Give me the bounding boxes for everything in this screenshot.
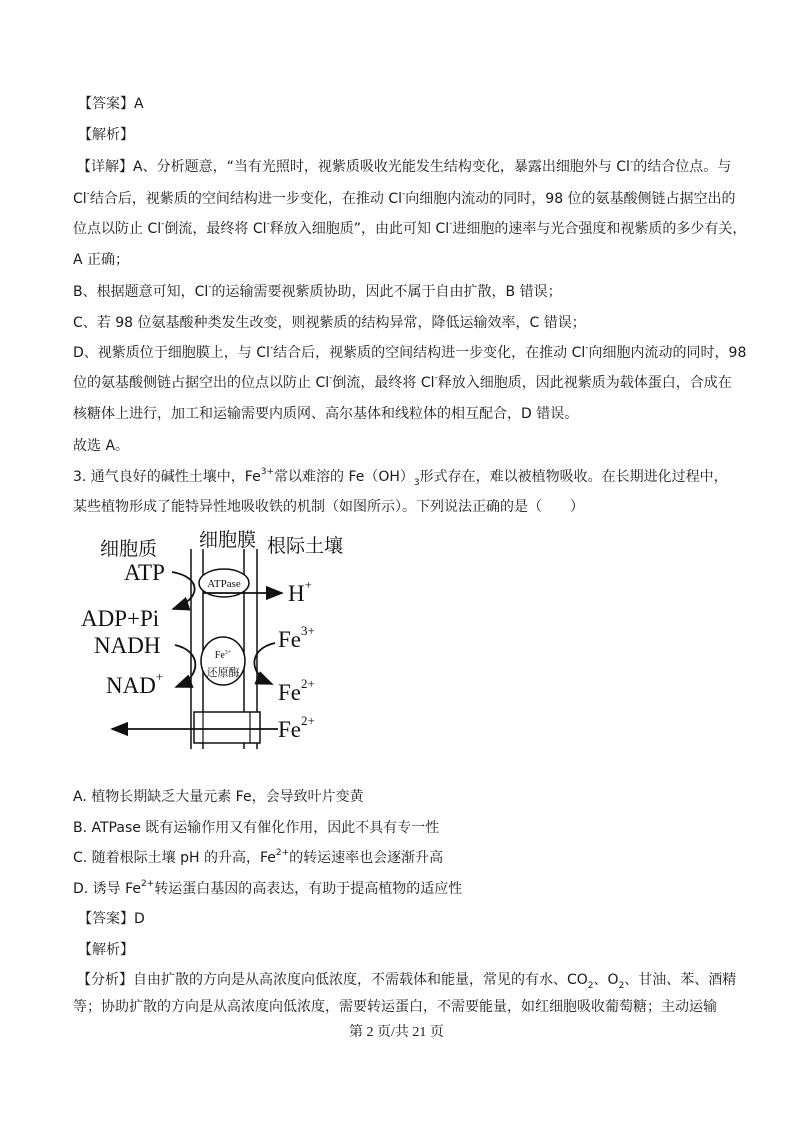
option-b: B. ATPase 既有运输作用又有催化作用，因此不具有专一性 bbox=[73, 820, 440, 836]
fe2-soil-label: $Fe^{2+}$ bbox=[278, 713, 315, 742]
option-a: A. 植物长期缺乏大量元素 Fe，会导致叶片变黄 bbox=[73, 789, 364, 805]
answer-label: 【答案】A bbox=[78, 96, 144, 112]
answer-label-2: 【答案】D bbox=[78, 911, 145, 927]
nad-label: NAD+ bbox=[106, 669, 164, 698]
reductase-name-label: 还原酶 bbox=[206, 666, 240, 679]
nadh-label: NADH bbox=[94, 633, 161, 658]
option-c: C. 随着根际土壤 pH 的升高，$Fe^{2+}$的转运速率也会逐渐升高 bbox=[73, 848, 444, 866]
analysis-tag: 【分析】 bbox=[77, 972, 133, 988]
conclusion: 故选 A。 bbox=[73, 438, 130, 454]
proton-label: H+ bbox=[288, 577, 312, 606]
detail-line-4: A 正确； bbox=[73, 252, 130, 268]
page-footer: 第 2 页/共 21 页 bbox=[349, 1025, 444, 1040]
nadh-to-nad-arrow bbox=[175, 645, 195, 687]
fe2-reduced-label: $Fe^{2+}$ bbox=[278, 676, 315, 705]
option-d-explanation-1: D、视紫质位于细胞膜上，与 Cl-结合后，视紫质的空间结构进一步变化，在推动 Cl-向细胞内流动的同时，98 bbox=[73, 343, 747, 361]
iron-uptake-diagram bbox=[78, 527, 378, 752]
detail-line-3: 位点以防止 Cl-倒流，最终将 Cl-释放入细胞质”，由此可知 Cl-进细胞的速率与光合强度和视紫质的多少有关， bbox=[73, 219, 747, 237]
detail-label: 【详解】 bbox=[77, 159, 133, 175]
option-d-explanation-3: 核糖体上进行，加工和运输需要内质网、高尔基体和线粒体的相互配合，D 错误。 bbox=[73, 406, 579, 422]
adp-label: ADP+Pi bbox=[81, 606, 160, 631]
option-c-explanation: C、若 98 位氨基酸种类发生改变，则视紫质的结构异常，降低运输效率，C 错误； bbox=[73, 315, 586, 331]
analysis-label-2: 【解析】 bbox=[78, 942, 134, 958]
question-3-line-2: 某些植物形成了能特异性地吸收铁的机制（如图所示）。下列说法正确的是（ ） bbox=[73, 499, 584, 515]
detail-line-1: 【详解】A、分析题意，“当有光照时，视紫质吸收光能发生结构变化，暴露出细胞外与 Cl-的结合位点。与 bbox=[77, 157, 732, 175]
detail-line-2: Cl-结合后，视紫质的空间结构进一步变化，在推动 Cl-向细胞内流动的同时，98 位的氨基酸侧链占据空出的 bbox=[73, 189, 736, 207]
analysis-line-1: 【分析】自由扩散的方向是从高浓度向低浓度，不需载体和能量，常见的有水、$CO_2$、$O_2$、甘油、苯、酒精 bbox=[77, 972, 737, 991]
membrane-label: 细胞膜 bbox=[199, 529, 257, 551]
analysis-line-2: 等；协助扩散的方向是从高浓度向低浓度，需要转运蛋白，不需要能量，如红细胞吸收葡萄糖；主动运输 bbox=[73, 999, 717, 1015]
option-d: D. 诱导 $Fe^{2+}$转运蛋白基因的高表达，有助于提高植物的适应性 bbox=[73, 879, 463, 897]
analysis-label: 【解析】 bbox=[78, 127, 134, 143]
reductase-fe-label: $Fe^{3+}$ bbox=[214, 650, 232, 661]
fe3-label: $Fe^{3+}$ bbox=[278, 623, 315, 652]
question-3-line-1: 3. 通气良好的碱性土壤中，$Fe^{3+}$常以难溶的 $Fe(OH)_3$形式存在，难以被植物吸收。在长期进化过程中， bbox=[73, 467, 728, 488]
atp-label: ATP bbox=[124, 560, 165, 585]
option-b-explanation: B、根据题意可知，Cl-的运输需要视紫质协助，因此不属于自由扩散，B 错误； bbox=[73, 282, 562, 300]
option-d-explanation-2: 位的氨基酸侧链占据空出的位点以防止 Cl-倒流，最终将 Cl-释放入细胞质，因此视紫质为载体蛋白，合成在 bbox=[73, 373, 732, 391]
soil-label: 根际土壤 bbox=[267, 535, 344, 557]
atpase-label: ATPase bbox=[207, 578, 241, 590]
cytoplasm-label: 细胞质 bbox=[100, 538, 158, 560]
